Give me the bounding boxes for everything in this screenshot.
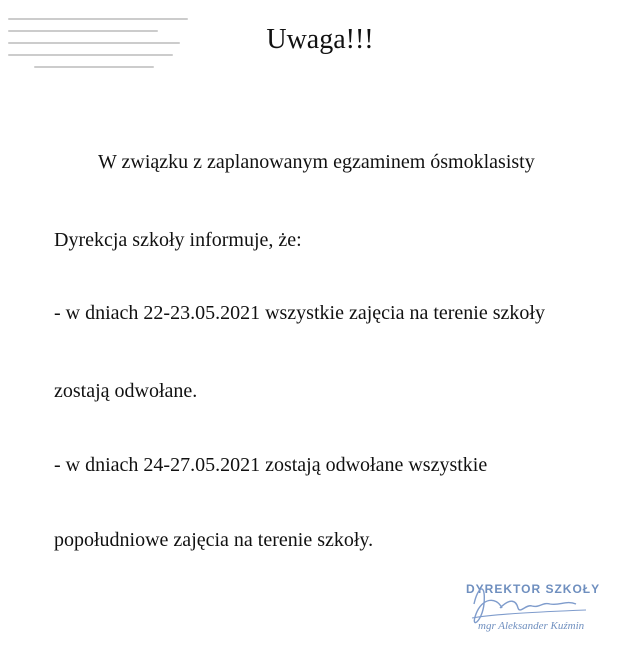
cancellation-line-2: - w dniach 24-27.05.2021 zostają odwołane wszystkie bbox=[54, 454, 488, 476]
director-stamp bbox=[456, 574, 632, 658]
cancellation-line-2-cont: popołudniowe zajęcia na terenie szkoły. bbox=[54, 529, 374, 551]
announcement-paragraph: Dyrekcja szkoły informuje, że: bbox=[54, 229, 302, 251]
page-title: Uwaga!!! bbox=[266, 24, 374, 55]
intro-paragraph: W związku z zaplanowanym egzaminem ósmoklasisty bbox=[98, 151, 535, 173]
cancellation-line-1-cont: zostają odwołane. bbox=[54, 380, 198, 402]
stamp-name: mgr Aleksander Kuźmin bbox=[478, 620, 585, 632]
cancellation-line-1: - w dniach 22-23.05.2021 wszystkie zajęcia na terenie szkoły bbox=[54, 302, 545, 324]
signature-icon bbox=[456, 574, 632, 658]
stamp-title: DYREKTOR SZKOŁY bbox=[466, 582, 601, 596]
